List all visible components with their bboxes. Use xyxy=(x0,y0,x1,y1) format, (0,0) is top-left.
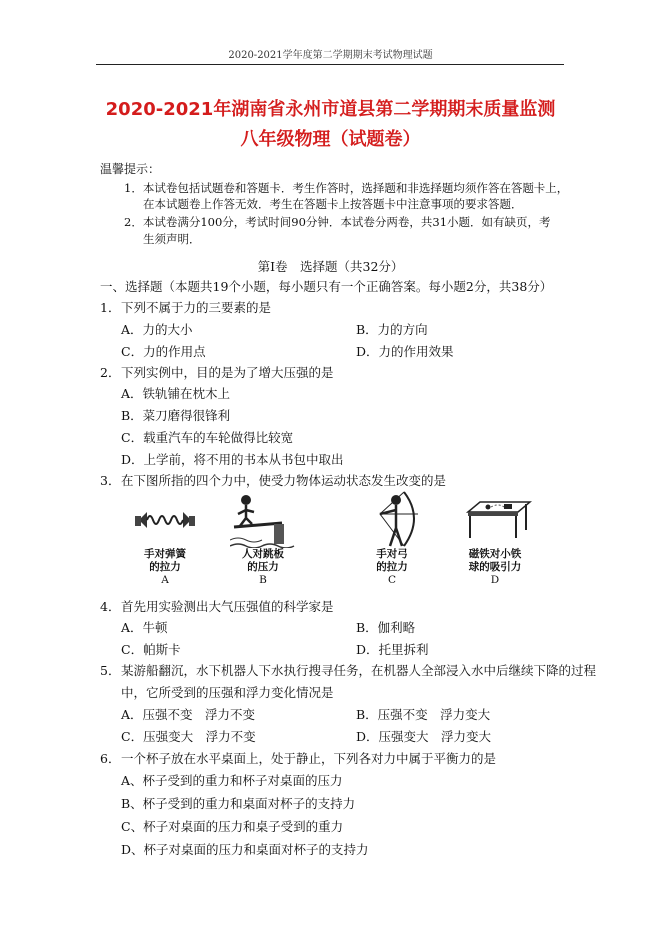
option-b: B．伽利略 xyxy=(356,620,416,635)
option-a: A．力的大小 xyxy=(121,322,193,337)
page-header: 2020-2021学年度第二学期期末考试物理试题 xyxy=(228,50,433,61)
option-b: B．力的方向 xyxy=(356,322,428,337)
tip-2-line-2: 生须声明． xyxy=(143,232,201,246)
tip-1-line-2: 在本试题卷上作答无效．考生在答题卡上按答题卡中注意事项的要求答题． xyxy=(143,197,523,211)
figure-caption: 人对跳板 xyxy=(242,548,284,560)
question-text: 首先用实验测出大气压强值的科学家是 xyxy=(121,599,334,614)
question-number: 1． xyxy=(100,300,121,315)
part1-heading: 一、选择题（本题共19个小题，每小题只有一个正确答案。每小题2分，共38分） xyxy=(100,279,553,294)
option-a: A．铁轨铺在枕木上 xyxy=(121,386,231,401)
option-d: D．上学前，将不用的书本从书包中取出 xyxy=(121,452,344,467)
figure-caption: 手对弓 xyxy=(376,548,408,560)
question-text-continued: 中，它所受到的压强和浮力变化情况是 xyxy=(121,685,334,700)
option-b: B．菜刀磨得很锋利 xyxy=(121,408,231,423)
figure-caption: 的拉力 xyxy=(149,561,181,573)
option-b: B．压强不变 浮力变大 xyxy=(356,707,491,722)
question-number: 6． xyxy=(100,751,121,766)
tip-1-line-1: 1．本试卷包括试题卷和答题卡．考生作答时，选择题和非选择题均须作答在答题卡上， xyxy=(124,181,569,195)
figure-b xyxy=(230,490,296,586)
option-a: A．牛顿 xyxy=(121,620,168,635)
question-number: 4． xyxy=(100,599,121,614)
figure-caption: 手对弹簧 xyxy=(144,548,186,560)
bow-drawing-illustration xyxy=(360,490,424,548)
option-a: A．压强不变 浮力不变 xyxy=(121,707,256,722)
figure-caption: 磁铁对小铁 xyxy=(468,548,522,560)
option-c: C、杯子对桌面的压力和桌子受到的重力 xyxy=(121,819,344,834)
question-number: 2． xyxy=(100,365,121,380)
question-text: 某游船翻沉，水下机器人下水执行搜寻任务，在机器人全部浸入水中后继续下降的过程 xyxy=(121,663,597,678)
question-text: 下列实例中，目的是为了增大压强的是 xyxy=(121,365,334,380)
option-c: C．帕斯卡 xyxy=(121,642,181,657)
figure-caption: 球的吸引力 xyxy=(468,561,522,573)
figure-a xyxy=(133,490,197,586)
question-text: 一个杯子放在水平桌面上，处于静止，下列各对力中属于平衡力的是 xyxy=(121,751,497,766)
option-c: C．压强变大 浮力不变 xyxy=(121,729,256,744)
option-d: D．力的作用效果 xyxy=(356,344,454,359)
question-text: 在下图所指的四个力中，使受力物体运动状态发生改变的是 xyxy=(121,473,447,488)
option-b: B、杯子受到的重力和桌面对杯子的支持力 xyxy=(121,796,356,811)
question-number: 3． xyxy=(100,473,121,488)
header-rule xyxy=(96,64,564,65)
exam-title: 2020-2021年湖南省永州市道县第二学期期末质量监测 xyxy=(105,99,556,120)
option-c: C．力的作用点 xyxy=(121,344,206,359)
figure-letter: B xyxy=(259,574,267,586)
exam-subtitle: 八年级物理（试题卷） xyxy=(240,129,421,150)
figure-d xyxy=(458,490,532,586)
option-a: A、杯子受到的重力和杯子对桌面的压力 xyxy=(121,773,343,788)
question-text: 下列不属于力的三要素的是 xyxy=(121,300,272,315)
figure-caption: 的压力 xyxy=(247,561,279,573)
tips-heading: 温馨提示： xyxy=(100,162,161,176)
option-d: D、杯子对桌面的压力和桌面对杯子的支持力 xyxy=(121,842,369,857)
question-number: 5． xyxy=(100,663,121,678)
tip-2-line-1: 2．本试卷满分100分，考试时间90分钟．本试卷分两卷，共31小题．如有缺页，考 xyxy=(124,215,551,229)
figure-c xyxy=(360,490,424,586)
magnet-ball-illustration xyxy=(458,490,532,548)
figure-caption: 的拉力 xyxy=(376,561,408,573)
diving-board-illustration xyxy=(230,490,296,548)
option-c: C．载重汽车的车轮做得比较宽 xyxy=(121,430,294,445)
figure-letter: A xyxy=(161,574,169,586)
option-d: D．托里拆利 xyxy=(356,642,429,657)
figure-letter: D xyxy=(490,574,500,586)
spring-stretch-illustration xyxy=(133,490,197,548)
figure-letter: C xyxy=(387,574,397,586)
option-d: D．压强变大 浮力变大 xyxy=(356,729,492,744)
section-title: 第Ⅰ卷 选择题（共32分） xyxy=(257,259,404,274)
